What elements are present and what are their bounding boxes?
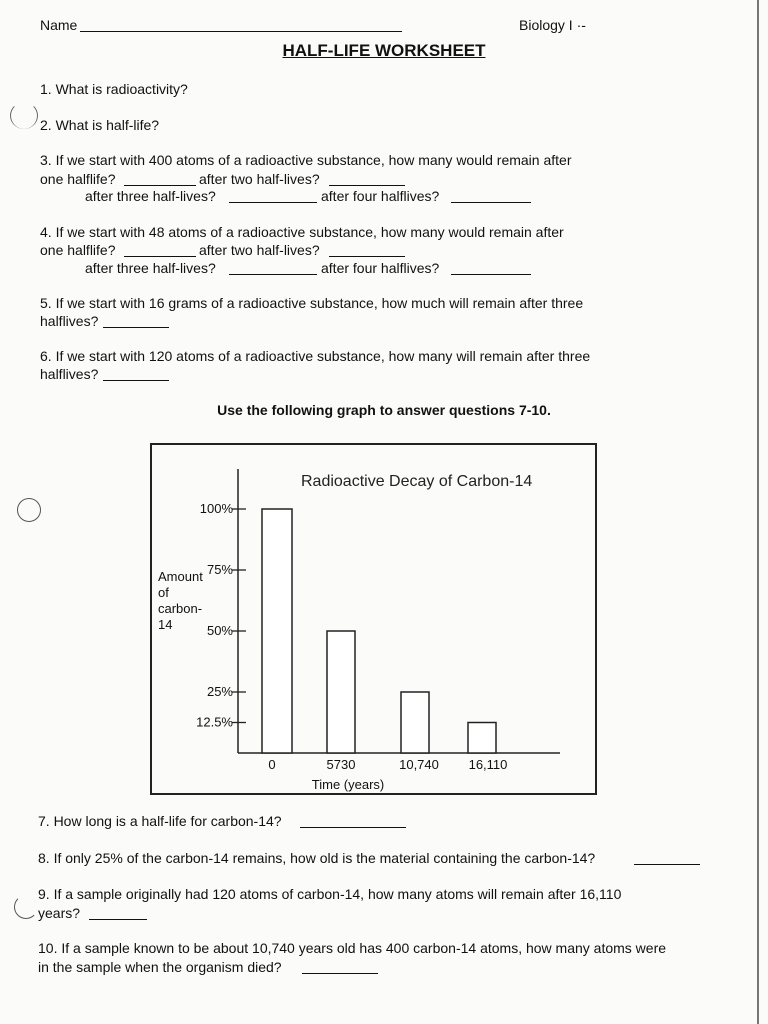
bar bbox=[262, 509, 292, 753]
question-4-text: 4. If we start with 48 atoms of a radioactive substance, how many would remain after bbox=[40, 224, 564, 240]
question-8: 8. If only 25% of the carbon-14 remains, how old is the material containing the carbon-14? bbox=[38, 850, 596, 866]
graph-instruction: Use the following graph to answer questions 7-10. bbox=[217, 402, 551, 418]
bar bbox=[327, 631, 355, 753]
y-tick-label: 50% bbox=[206, 623, 233, 638]
punch-hole-bottom bbox=[14, 895, 38, 919]
page-title: HALF-LIFE WORKSHEET bbox=[282, 41, 486, 60]
decay-chart bbox=[152, 445, 595, 793]
chart-title: Radioactive Decay of Carbon-14 bbox=[301, 473, 533, 490]
question-2: 2. What is half-life? bbox=[40, 117, 160, 133]
name-field[interactable] bbox=[80, 18, 402, 32]
question-6-text: 6. If we start with 120 atoms of a radioactive substance, how many will remain after three bbox=[40, 348, 591, 364]
question-4-one-blank[interactable] bbox=[124, 243, 196, 257]
page-edge bbox=[757, 0, 759, 1024]
chart-frame bbox=[150, 443, 597, 795]
question-3-one-blank[interactable] bbox=[124, 172, 196, 186]
question-4-four-blank[interactable] bbox=[451, 261, 531, 275]
question-3-four-label: after four halflives? bbox=[321, 188, 440, 204]
x-tick-label: 16,110 bbox=[468, 757, 508, 772]
y-tick-label: 100% bbox=[199, 501, 233, 516]
y-tick-label: 25% bbox=[206, 684, 233, 699]
y-axis-label: Amount bbox=[158, 569, 203, 584]
y-axis-label: carbon- bbox=[158, 601, 203, 616]
y-axis-label: of bbox=[158, 585, 169, 600]
punch-hole-middle bbox=[17, 498, 41, 522]
question-4-three-label: after three half-lives? bbox=[85, 260, 216, 276]
name-label: Name bbox=[40, 17, 78, 33]
question-3-two-blank[interactable] bbox=[329, 172, 405, 186]
question-6-label: halflives? bbox=[40, 366, 99, 382]
bar bbox=[468, 723, 496, 754]
x-tick-label: 10,740 bbox=[399, 757, 439, 772]
question-9-text: 9. If a sample originally had 120 atoms of carbon-14, how many atoms will remain after 16,110 bbox=[38, 886, 622, 902]
question-9-label: years? bbox=[38, 905, 81, 921]
question-3-three-blank[interactable] bbox=[229, 189, 317, 203]
question-10-blank[interactable] bbox=[302, 960, 378, 974]
question-4-two-label: after two half-lives? bbox=[199, 242, 320, 258]
question-5-blank[interactable] bbox=[103, 314, 169, 328]
y-tick-label: 12.5% bbox=[196, 714, 233, 730]
y-axis-label: 14 bbox=[158, 617, 173, 632]
question-9-blank[interactable] bbox=[89, 906, 147, 920]
question-4-one-label: one halflife? bbox=[40, 242, 116, 258]
question-4-four-label: after four halflives? bbox=[321, 260, 440, 276]
question-4-three-blank[interactable] bbox=[229, 261, 317, 275]
question-4-two-blank[interactable] bbox=[329, 243, 405, 257]
question-5-text: 5. If we start with 16 grams of a radioactive substance, how much will remain after three bbox=[40, 295, 584, 311]
question-10-label: in the sample when the organism died? bbox=[38, 959, 282, 975]
question-7: 7. How long is a half-life for carbon-14? bbox=[38, 813, 282, 829]
course-label: Biology I ·- bbox=[519, 17, 586, 33]
x-axis-label: Time (years) bbox=[311, 777, 385, 792]
punch-hole-top bbox=[10, 102, 38, 129]
question-6-blank[interactable] bbox=[103, 367, 169, 381]
question-5-label: halflives? bbox=[40, 313, 99, 329]
question-3-text: 3. If we start with 400 atoms of a radioactive substance, how many would remain after bbox=[40, 152, 572, 168]
x-tick-label: 5730 bbox=[326, 757, 356, 772]
question-3-three-label: after three half-lives? bbox=[85, 188, 216, 204]
y-tick-label: 75% bbox=[206, 562, 233, 577]
question-3-two-label: after two half-lives? bbox=[199, 171, 320, 187]
question-10-text: 10. If a sample known to be about 10,740 years old has 400 carbon-14 atoms, how many atoms were bbox=[38, 940, 667, 956]
question-7-blank[interactable] bbox=[300, 814, 406, 828]
bar bbox=[401, 692, 429, 753]
question-1: 1. What is radioactivity? bbox=[40, 81, 188, 97]
question-3-four-blank[interactable] bbox=[451, 189, 531, 203]
x-tick-label: 0 bbox=[268, 757, 276, 772]
question-3-one-label: one halflife? bbox=[40, 171, 116, 187]
question-8-blank[interactable] bbox=[634, 851, 700, 865]
